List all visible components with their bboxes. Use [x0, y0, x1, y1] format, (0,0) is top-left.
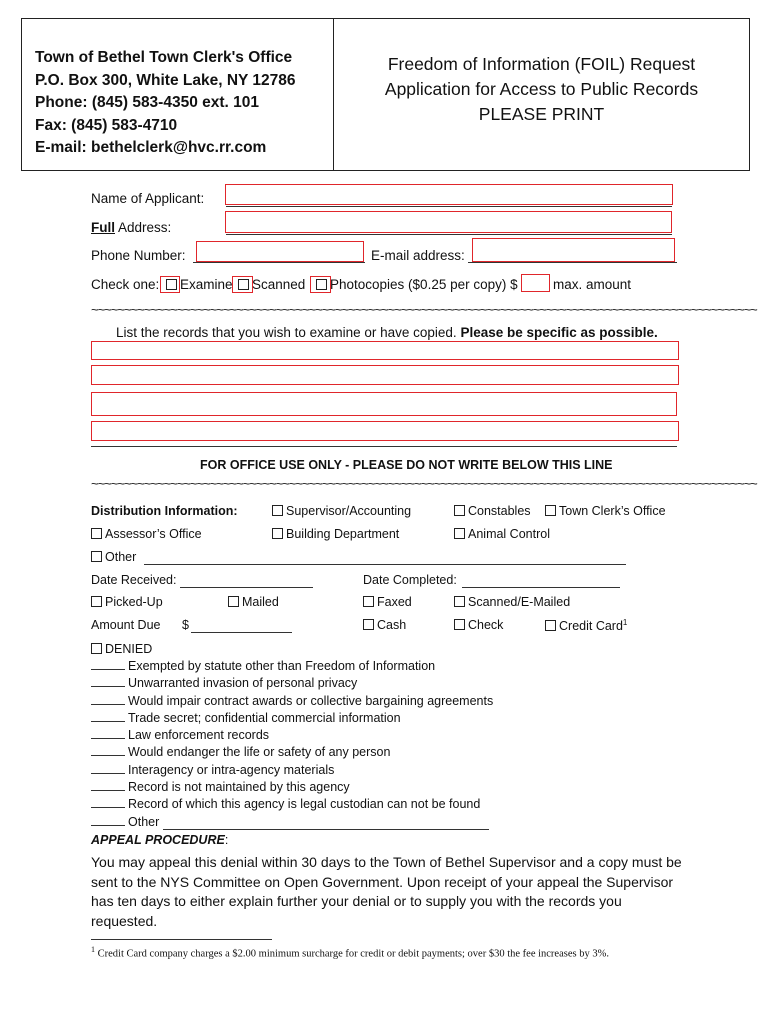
payment-check: Check: [454, 618, 503, 632]
checkbox-icon: [545, 505, 556, 516]
dist-other: Other: [91, 550, 136, 564]
denial-reason: Trade secret; confidential commercial information: [91, 711, 493, 728]
delivery-scanned: Scanned/E-Mailed: [454, 595, 570, 609]
name-label: Name of Applicant:: [91, 191, 205, 206]
checkbox-icon: [454, 505, 465, 516]
records-instruction: List the records that you wish to examine or have copied. Please be specific as possible.: [116, 325, 658, 340]
amount-due-label: Amount Due: [91, 618, 161, 632]
denied-label: DENIED: [91, 642, 152, 656]
appeal-line: requested.: [91, 912, 158, 929]
footnote-rule: [91, 939, 272, 940]
checkbox-icon: [91, 551, 102, 562]
amount-currency: $: [182, 618, 189, 632]
payment-cash: Cash: [363, 618, 406, 632]
denial-reason: Interagency or intra-agency materials: [91, 763, 493, 780]
divider-office: ~~~~~~~~~~~~~~~~~~~~~~~~~~~~~~~~~~~~~~~~~~~~~~~~~~~~~~~~~~~~~~~~~~~~~~~~~~~~~~~~~~~~~~~~~~~~~~~~~~~~~: [91, 476, 757, 491]
dist-supervisor: Supervisor/Accounting: [272, 504, 411, 518]
date-completed-underline: [462, 587, 620, 588]
denial-reason: Would endanger the life or safety of any person: [91, 745, 493, 762]
checkbox-icon: [363, 596, 374, 607]
office-use-title: FOR OFFICE USE ONLY - PLEASE DO NOT WRITE BELOW THIS LINE: [200, 458, 613, 472]
footnote: $^1$ Credit Card company charges a $2.00 minimum surcharge for credit or debit payments; over $30 the fee increases by 3%.: [91, 945, 609, 960]
records-line-3[interactable]: [91, 392, 677, 416]
checkbox-icon: [228, 596, 239, 607]
phone-underline: [193, 262, 365, 263]
checkbox-icon: [454, 619, 465, 630]
checkbox-icon: [91, 528, 102, 539]
please-print-note: PLEASE PRINT: [478, 104, 605, 124]
max-amount-label: max. amount: [553, 277, 632, 292]
office-name: Town of Bethel Town Clerk's Office: [35, 49, 293, 66]
dist-building: Building Department: [272, 527, 399, 541]
appeal-line: sent to the NYS Committee on Open Government. Upon receipt of your appeal the Supervisor: [91, 873, 674, 890]
address-field[interactable]: [225, 211, 672, 233]
payment-credit-card: Credit Card$^1$: [545, 618, 627, 633]
checkbox-icon: [545, 620, 556, 631]
photocopies-box-icon: [316, 279, 327, 290]
denial-reason: Would impair contract awards or collective bargaining agreements: [91, 694, 493, 711]
appeal-paragraph: [91, 853, 691, 931]
denial-reason-other: Other: [91, 815, 493, 832]
examine-box-icon: [166, 279, 177, 290]
name-underline: [226, 206, 672, 207]
office-phone: Phone: (845) 583-4350 ext. 101: [35, 94, 260, 111]
delivery-faxed: Faxed: [363, 595, 412, 609]
office-address: P.O. Box 300, White Lake, NY 12786: [35, 71, 296, 89]
dist-constables: Constables: [454, 504, 531, 518]
office-fax: Fax: (845) 583-4710: [35, 116, 178, 134]
checkbox-icon: [454, 528, 465, 539]
email-field[interactable]: [472, 238, 675, 262]
address-label: Full Address:: [91, 220, 172, 235]
records-line-2[interactable]: [91, 365, 679, 385]
denial-reason: Unwarranted invasion of personal privacy: [91, 676, 493, 693]
amount-underline: [191, 632, 292, 633]
examine-option: Examine: [166, 277, 233, 292]
checkbox-icon: [272, 528, 283, 539]
checkbox-icon: [272, 505, 283, 516]
records-line-1[interactable]: [91, 341, 679, 360]
distribution-label: Distribution Information:: [91, 504, 238, 518]
delivery-picked-up: Picked-Up: [91, 595, 163, 609]
date-completed-label: Date Completed:: [363, 573, 457, 587]
denial-reasons-list: [91, 659, 493, 832]
dist-animal-control: Animal Control: [454, 527, 550, 541]
delivery-mailed: Mailed: [228, 595, 279, 609]
other-reason-underline: [163, 829, 489, 830]
other-underline: [144, 564, 626, 565]
checkbox-icon: [91, 643, 102, 654]
email-label: E-mail address:: [371, 248, 465, 263]
scanned-option: Scanned: [238, 277, 305, 292]
checkbox-icon: [363, 619, 374, 630]
office-info-box: [21, 18, 334, 171]
max-amount-field[interactable]: [521, 274, 550, 292]
dist-assessor: Assessor’s Office: [91, 527, 202, 541]
form-title: Freedom of Information (FOIL) Request: [387, 54, 696, 74]
denial-reason: Exempted by statute other than Freedom of Information: [91, 659, 493, 676]
checkbox-icon: [454, 596, 465, 607]
date-received-underline: [180, 587, 313, 588]
photocopies-option: Photocopies ($0.25 per copy) $: [316, 277, 518, 292]
denial-reason: Record is not maintained by this agency: [91, 780, 493, 797]
phone-label: Phone Number:: [91, 248, 186, 263]
dist-town-clerk: Town Clerk’s Office: [545, 504, 666, 518]
denial-reason: Law enforcement records: [91, 728, 493, 745]
checkbox-icon: [91, 596, 102, 607]
name-field[interactable]: [225, 184, 673, 205]
office-email: E-mail: bethelclerk@hvc.rr.com: [35, 139, 267, 156]
divider-top: ~~~~~~~~~~~~~~~~~~~~~~~~~~~~~~~~~~~~~~~~~~~~~~~~~~~~~~~~~~~~~~~~~~~~~~~~~~~~~~~~~~~~~~~~~~~~~~~~~~~~~: [91, 302, 757, 317]
appeal-title: APPEAL PROCEDURE:: [91, 833, 229, 847]
check-one-label: Check one:: [91, 277, 160, 292]
denial-reason: Record of which this agency is legal custodian can not be found: [91, 797, 493, 814]
date-received-label: Date Received:: [91, 573, 177, 587]
appeal-line: You may appeal this denial within 30 days to the Town of Bethel Supervisor and a copy must be: [91, 854, 682, 870]
address-underline: [226, 234, 672, 235]
email-underline: [468, 262, 677, 263]
records-rule: [91, 446, 677, 447]
phone-field[interactable]: [196, 241, 364, 262]
appeal-line: has ten days to either explain further your denial or to supply you with the records you: [91, 893, 622, 909]
form-subtitle: Application for Access to Public Records: [384, 79, 699, 99]
scanned-box-icon: [238, 279, 249, 290]
form-title-box: [333, 18, 750, 171]
records-line-4[interactable]: [91, 421, 679, 441]
